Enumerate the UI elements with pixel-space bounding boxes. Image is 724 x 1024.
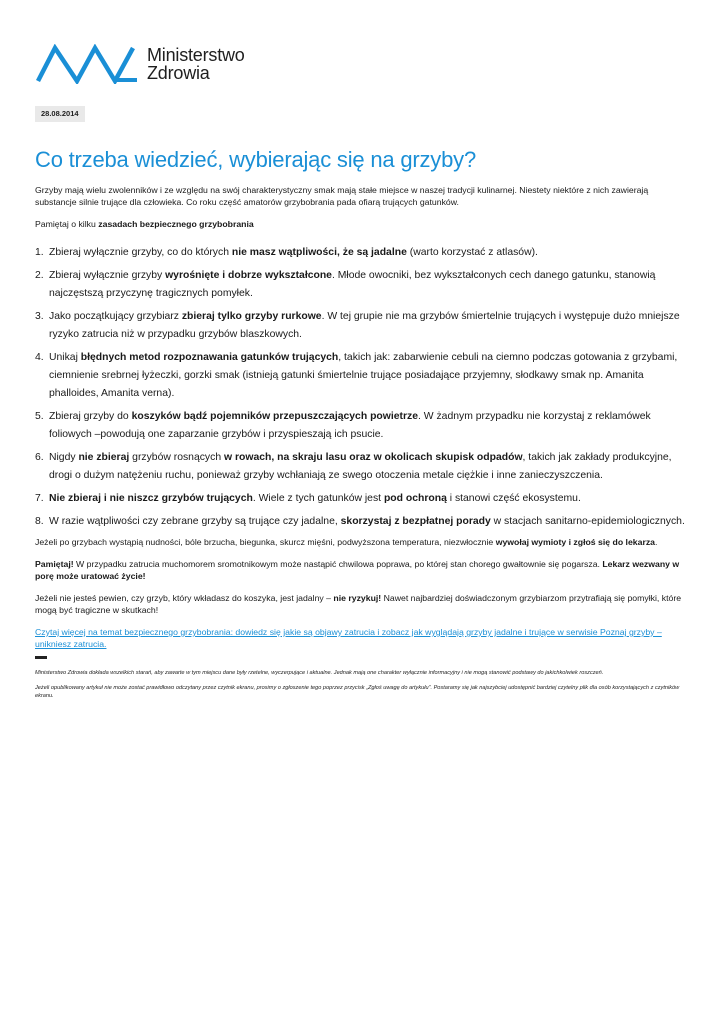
text-run: . W żadnym przypadku nie korzystaj z reklamówek foliowych –powodują one zaparzanie grzybów i przyspieszają ich psucie.: [49, 411, 651, 440]
rule-number: 6.: [35, 452, 44, 463]
rule-number: 5.: [35, 411, 44, 422]
rule-text: [49, 516, 685, 527]
bold-text: w rowach, na skraju lasu oraz w okolicach skupisk odpadów: [224, 452, 523, 463]
logo-text: [147, 46, 245, 82]
remember-paragraph: [35, 218, 687, 230]
text-run: .: [655, 537, 658, 547]
disclaimer-footnote: Ministerstwo Zdrowia dokłada wszelkich starań, aby zawarte w tym miejscu dane były rzetelne, wyczerpujące i aktualne. Jednak mają one charakter wyłącznie informacyjny i nie mogą stanowić podstawy do jakichkolwiek roszczeń.: [35, 670, 604, 676]
text-run: , takich jak zakłady produkcyjne, drogi o dużym natężeniu ruchu, ponieważ grzyby wchłaniają ze swego otoczenia metale ciężkie i inne zanieczyszczenia.: [49, 452, 672, 481]
ministry-logo[interactable]: [35, 44, 245, 84]
rule-item: [35, 349, 687, 403]
rule-text: [49, 247, 538, 258]
text-run: Zbieraj wyłącznie grzyby: [49, 270, 166, 281]
text-run: . Młode owocniki, bez wykształconych cech danego gatunku, stanowią najczęstszą przyczynę tragicznych pomyłek.: [49, 270, 656, 299]
rules-list: [35, 244, 687, 531]
rule-number: 4.: [35, 352, 44, 363]
bold-text: skorzystaj z bezpłatnej porady: [340, 516, 491, 527]
logo-line-2: Zdrowia: [147, 63, 210, 83]
bold-text: Lekarz wezwany w porę może uratować życie!: [35, 559, 680, 581]
symptoms-paragraph: [35, 536, 687, 548]
bold-text: błędnych metod rozpoznawania gatunków trujących: [80, 352, 339, 363]
rule-item: [35, 244, 687, 262]
text-run: Unikaj: [49, 352, 81, 363]
text-run: i stanowi część ekosystemu.: [446, 493, 581, 504]
date-badge: 28.08.2014: [35, 106, 85, 122]
bold-text: pod ochroną: [383, 493, 447, 504]
text-run: . Wiele z tych gatunków jest: [252, 493, 384, 504]
text-run: Jako początkujący grzybiarz: [49, 311, 182, 322]
remember-lead: Pamiętaj o kilku: [35, 219, 99, 229]
text-run: W przypadku zatrucia muchomorem sromotnikowym może nastąpić chwilowa poprawa, po której stan chorego gwałtownie się pogarsza.: [73, 559, 603, 569]
rule-item: [35, 449, 687, 485]
rule-text: [49, 411, 651, 440]
text-run: Jeżeli nie jesteś pewien, czy grzyb, który wkładasz do koszyka, jest jadalny –: [35, 593, 334, 603]
rule-number: 3.: [35, 311, 44, 322]
rule-item: [35, 408, 687, 444]
text-run: Nawet najbardziej doświadczonym grzybiarzom przytrafiają się pomyłki, które mogą być tragiczne w skutkach!: [35, 593, 682, 615]
intro-paragraph: Grzyby mają wielu zwolenników i ze względu na swój charakterystyczny smak mają stałe miejsce w naszej tradycji kulinarnej. Niestety niektóre z nich zawierają substancje silnie trujące dla człowieka. Co roku część amatorów grzybobrania pada ofiarą trujących gatunków.: [35, 185, 649, 207]
accessibility-footnote: Jeżeli opublikowany artykuł nie może zostać prawidłowo odczytany przez czytnik ekranu, prosimy o zgłoszenie tego poprzez przycisk „Zgłoś uwagę do artykułu”. Postaramy się jak najszybciej udostępnić bardziej czytelny plik dla osób korzystających z czytników ekranu.: [35, 685, 680, 699]
rule-text: [49, 270, 655, 299]
bold-text: wywołaj wymioty i zgłoś się do lekarza: [495, 537, 656, 547]
text-run: Jeżeli po grzybach wystąpią nudności, bóle brzucha, biegunka, skurcz mięśni, podwyższona temperatura, niezwłocznie: [35, 537, 496, 547]
rule-text: [49, 352, 677, 399]
bold-text: zbieraj tylko grzyby rurkowe: [181, 311, 322, 322]
text-run: , takich jak: zabarwienie cebuli na ciemno podczas gotowania z grzybami, ciemnienie srebrnej łyżeczki, gorzki smak (istnieją gatunki śmiertelnie trujące posiadające przyjemny, słodkawy smak np. Amanita phalloides, Amanita verna).: [49, 352, 678, 399]
divider: [35, 656, 47, 659]
rule-item: [35, 490, 687, 508]
bold-text: Pamiętaj!: [35, 559, 74, 569]
rule-text: [49, 493, 581, 504]
text-run: Zbieraj grzyby do: [49, 411, 132, 422]
text-run: w stacjach sanitarno-epidemiologicznych.: [490, 516, 685, 527]
text-run: W razie wątpliwości czy zebrane grzyby są trujące czy jadalne,: [49, 516, 341, 527]
unsure-paragraph: [35, 592, 687, 616]
page-title: Co trzeba wiedzieć, wybierając się na grzyby?: [35, 147, 476, 172]
warning-paragraph: [35, 558, 687, 582]
bold-text: wyrośnięte i dobrze wykształcone: [165, 270, 332, 281]
bold-text: Nie zbieraj i nie niszcz grzybów trujących: [49, 493, 253, 504]
rule-text: [49, 452, 672, 481]
text-run: . W tej grupie nie ma grzybów śmiertelnie trujących i występuje dużo mniejsze ryzyko zatrucia niż w przypadku grzybów blaszkowych.: [49, 311, 680, 340]
article-content: [35, 184, 687, 707]
rule-number: 2.: [35, 270, 44, 281]
logo-line-1: Ministerstwo: [147, 45, 245, 65]
text-run: Nigdy: [49, 452, 79, 463]
text-run: grzybów rosnących: [129, 452, 224, 463]
text-run: (warto korzystać z atlasów).: [406, 247, 538, 258]
rule-item: [35, 308, 687, 344]
bold-text: nie masz wątpliwości, że są jadalne: [231, 247, 407, 258]
rule-text: [49, 311, 680, 340]
ministry-wave-logo-icon: [35, 44, 141, 84]
remember-bold: zasadach bezpiecznego grzybobrania: [98, 219, 254, 229]
bold-text: nie zbieraj: [78, 452, 130, 463]
rule-item: [35, 267, 687, 303]
rule-number: 8.: [35, 516, 44, 527]
bold-text: nie ryzykuj!: [333, 593, 382, 603]
text-run: Zbieraj wyłącznie grzyby, co do których: [49, 247, 232, 258]
rule-number: 7.: [35, 493, 44, 504]
rule-number: 1.: [35, 247, 44, 258]
rule-item: [35, 513, 687, 531]
read-more-link[interactable]: Czytaj więcej na temat bezpiecznego grzybobrania: dowiedz się jakie są objawy zatrucia i zobacz jak wyglądają grzyby jadalne i trujące w serwisie Poznaj grzyby – unikniesz zatrucia.: [35, 627, 662, 649]
bold-text: koszyków bądź pojemników przepuszczających powietrze: [131, 411, 418, 422]
